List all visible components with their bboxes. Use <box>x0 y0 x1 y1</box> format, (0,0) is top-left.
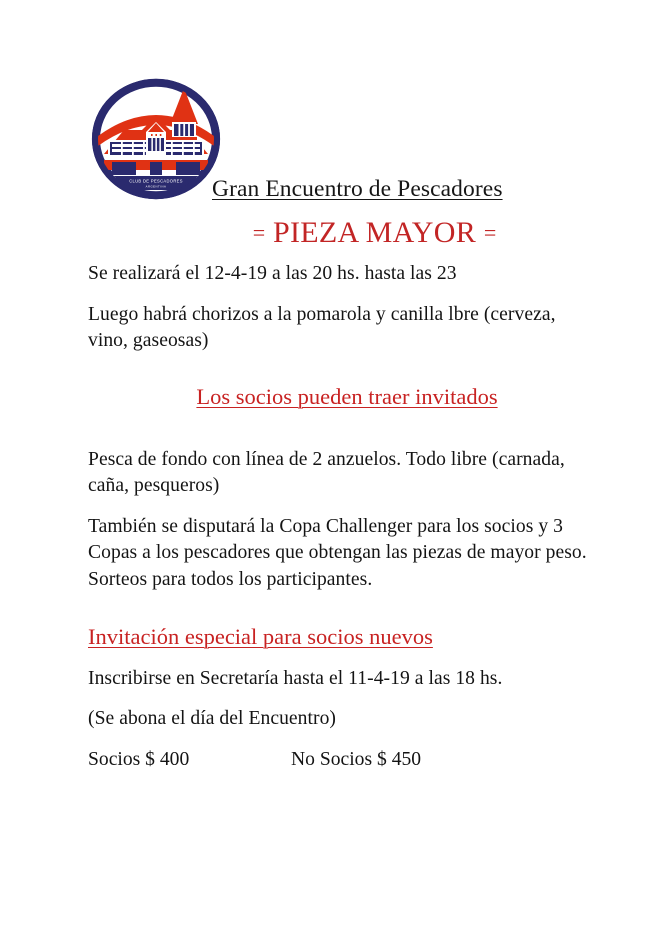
price-members: Socios $ 400 <box>88 748 190 770</box>
spacer <box>88 608 588 623</box>
club-emblem-logo <box>88 76 224 200</box>
spacer <box>88 651 588 666</box>
paragraph-registration: Inscribirse en Secretaría hasta el 11-4-19 a las 18 hs. <box>88 667 503 689</box>
price-non-members: No Socios $ 450 <box>291 748 422 770</box>
document-body <box>88 261 588 773</box>
subtitle-right-mark: = <box>483 220 497 245</box>
subtitle-left-mark: = <box>252 220 266 245</box>
paragraph-fishing-rules: Pesca de fondo con línea de 2 anzuelos. Todo libre (carnada, caña, pesqueros) <box>88 448 565 497</box>
paragraph-food-drinks: Luego habrá chorizos a la pomarola y canilla lbre (cerveza, vino, gaseosas) <box>88 303 556 352</box>
title-block <box>212 176 612 202</box>
emblem-caption-line1: CLUB DE PESCADORES <box>129 178 183 184</box>
paragraph-payment-note: (Se abona el día del Encuentro) <box>88 708 337 730</box>
emblem-caption-line2: ARGENTINA <box>145 184 167 189</box>
document-subtitle <box>0 216 659 251</box>
spacer <box>88 368 588 383</box>
highlight-new-members-invitation: Invitación especial para socios nuevos <box>88 623 433 649</box>
price-row <box>88 747 588 774</box>
paragraph-trophies: También se disputará la Copa Challenger para los socios y 3 Copas a los pescadores que obtengan las piezas de mayor peso. Sorteos para todos los participantes. <box>88 515 587 590</box>
highlight-guests-allowed: Los socios pueden traer invitados <box>196 383 498 409</box>
document-header <box>0 0 659 262</box>
subtitle-text: PIEZA MAYOR <box>272 216 477 249</box>
spacer <box>88 411 588 447</box>
paragraph-event-date: Se realizará el 12-4-19 a las 20 hs. hasta las 23 <box>88 263 457 284</box>
document-title: Gran Encuentro de Pescadores <box>212 176 503 202</box>
